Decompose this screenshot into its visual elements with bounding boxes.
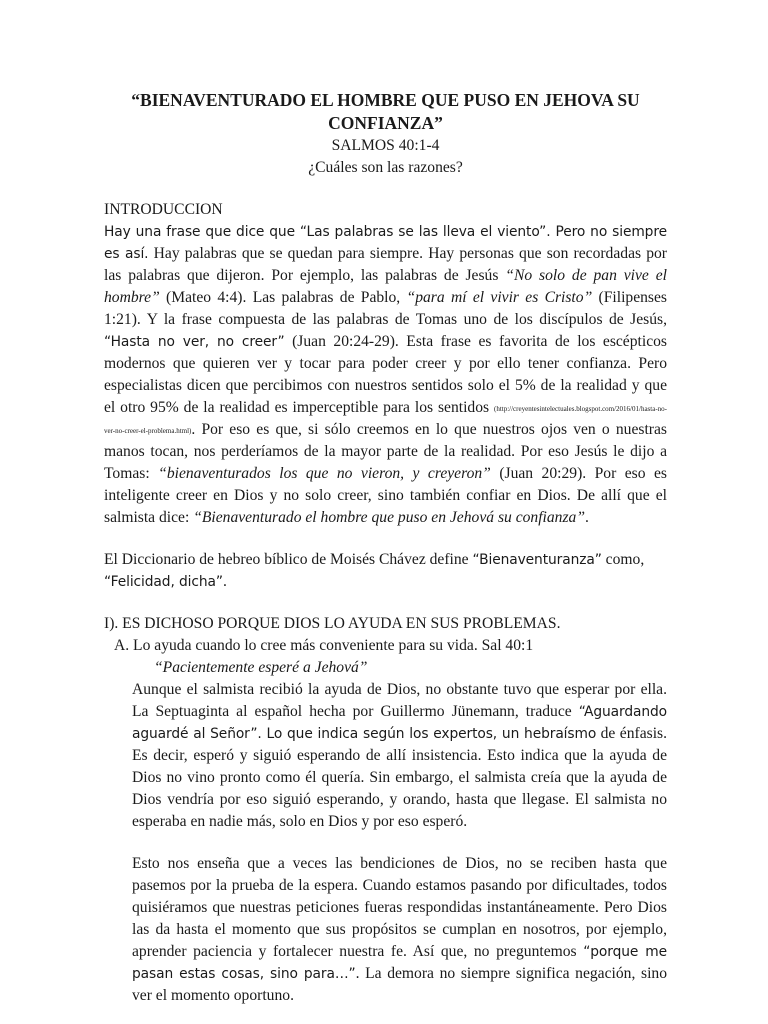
intro-sentence-1: Hay una frase que dice que “Las palabras se las lleva el viento”. Pero no siempre es así.	[104, 224, 667, 262]
dict-sentence-1: El Diccionario de hebreo bíblico de Moisés Chávez define	[104, 551, 473, 568]
dict-term: “Bienaventuranza”	[472, 552, 602, 568]
intro-sentence-8: .	[585, 509, 589, 526]
quote-bienaventurados: “bienaventurados los que no vieron, y creyeron”	[158, 465, 491, 482]
s1p2-quote: “porque me pasan estas cosas, sino para…”	[132, 944, 667, 982]
scripture-reference: SALMOS 40:1-4	[331, 137, 440, 154]
quote-salmista: “Bienaventurado el hombre que puso en Jehová su confianza”	[193, 509, 586, 526]
intro-sentence-5: (Juan 20:24-29). Esta frase es favorita de los escépticos modernos que quieren ver y tocar para poder creer y por ello tener confianza. Pero especialistas dicen que percibimos con nuestros sentidos solo el 5% de la realidad y que el otro 95% de la realidad es imperceptible para los sentidos	[104, 333, 667, 416]
intro-sentence-4: (Filipenses 1:21). Y la frase compuesta de las palabras de Tomas uno de los discípulos de Jesús,	[104, 289, 667, 328]
section-1-heading: I). ES DICHOSO PORQUE DIOS LO AYUDA EN SUS PROBLEMAS.	[104, 615, 561, 632]
intro-sentence-7: (Juan 20:29). Por eso es inteligente creer en Dios y no solo creer, sino también confiar en Dios. De allí que el salmista dice:	[104, 465, 667, 526]
source-url: (http://creyentesintelectuales.blogspot.com/2016/01/hasta-no-ver-no-creer-el-problema.html)	[104, 405, 667, 435]
document-content	[104, 89, 667, 1007]
dict-definition: “Felicidad, dicha”	[104, 574, 223, 590]
intro-sentence-2: Hay palabras que se quedan para siempre. Hay personas que son recordadas por las palabras que dijeron. Por ejemplo, las palabras de Jesús	[104, 245, 667, 284]
s1p1-sentence-1: Aunque el salmista recibió la ayuda de Dios, no obstante tuvo que esperar por ella. La Septuaginta al español hecha por Guillermo Jünemann, traduce	[132, 681, 667, 720]
dict-sentence-5: .	[222, 573, 227, 590]
section-1-quote: “Pacientemente esperé a Jehová”	[154, 659, 368, 676]
dict-sentence-3: como,	[601, 551, 645, 568]
subtitle-question: ¿Cuáles son las razones?	[308, 159, 463, 176]
intro-sentence-6: . Por eso es que, si sólo creemos en lo que nuestros ojos ven o nuestras manos tocan, nos perderíamos de la mayor parte de la realidad. Por eso Jesús le dijo a Tomas:	[104, 421, 667, 482]
section-1-paragraph-1	[104, 679, 667, 833]
dictionary-paragraph	[104, 549, 667, 593]
intro-paragraph	[104, 221, 667, 529]
s1p2-sentence-3: . La demora no siempre significa negación, sino ver el momento oportuno.	[132, 965, 667, 1004]
intro-sentence-3: (Mateo 4:4). Las palabras de Pablo,	[159, 289, 407, 306]
quote-tomas: “Hasta no ver, no creer”	[104, 334, 285, 350]
s1p1-sentence-2: “Aguardando aguardé al Señor”. Lo que indica según los expertos, un hebraísmo	[132, 704, 667, 742]
quote-jesus: “No solo de pan vive el hombre”	[104, 267, 667, 306]
section-1-item-a: A. Lo ayuda cuando lo cree más conveniente para su vida. Sal 40:1	[114, 637, 534, 654]
s1p1-sentence-3: de énfasis. Es decir, esperó y siguió esperando de allí insistencia. Esto indica que la ayuda de Dios no vino pronto como él quería. Sin embargo, el salmista creía que la ayuda de Dios vendría por eso siguió esperando, y orando, hasta que llegase. El salmista no esperaba en nadie más, solo en Dios y por eso esperó.	[132, 725, 668, 830]
quote-pablo: “para mí el vivir es Cristo”	[406, 289, 593, 306]
s1p2-sentence-1: Esto nos enseña que a veces las bendiciones de Dios, no se reciben hasta que pasemos por la prueba de la espera. Cuando estamos pasando por dificultades, todos quisiéramos que nuestras peticiones fueras respondidas instantáneamente. Pero Dios las da hasta el momento que sus propósitos se cumplan en nosotros, por ejemplo, aprender paciencia y fortalecer nuestra fe. Así que, no preguntemos	[132, 855, 667, 960]
section-1-paragraph-2	[104, 853, 667, 1007]
document-title: “BIENAVENTURADO EL HOMBRE QUE PUSO EN JEHOVA SU CONFIANZA”	[131, 90, 640, 133]
intro-heading: INTRODUCCION	[104, 201, 223, 218]
